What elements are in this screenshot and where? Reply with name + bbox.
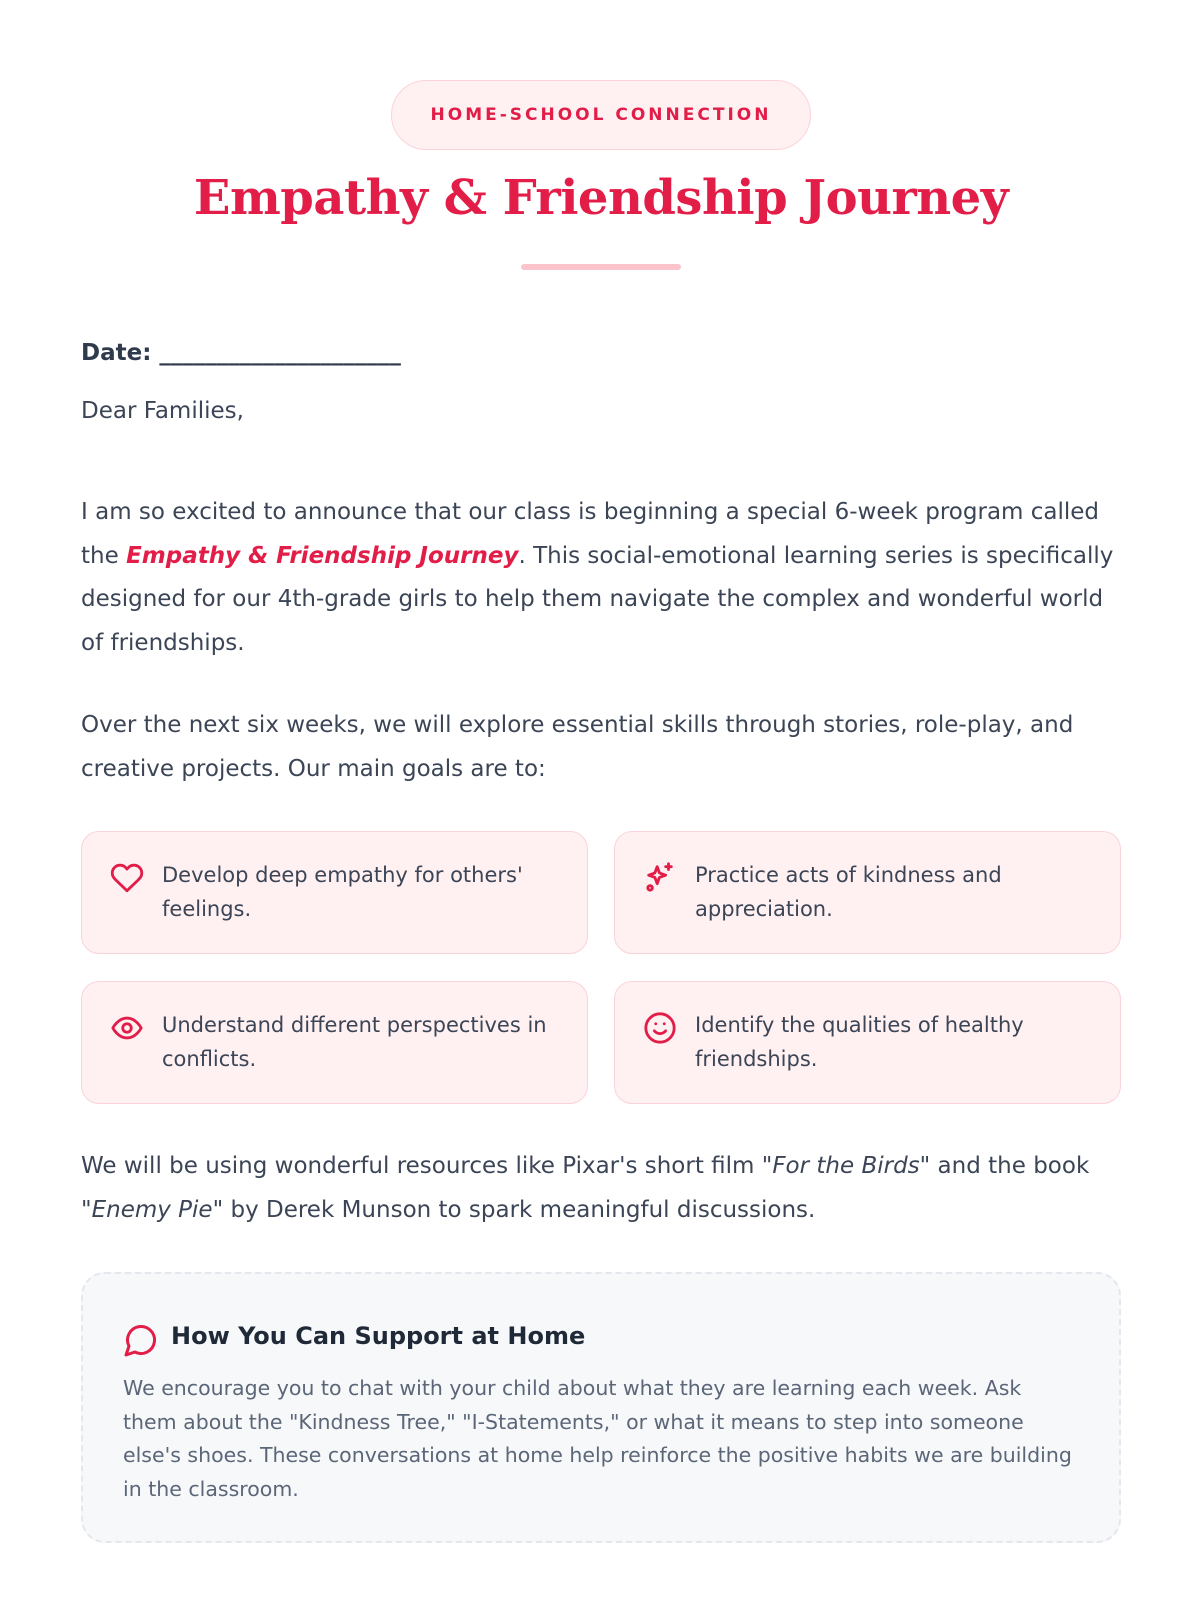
message-circle-icon [123,1322,159,1358]
intro-text-before: I am so excited to announce that our class is beginning a special 6-week program called the [81,499,1100,569]
heart-icon [110,861,144,895]
badge-container [81,80,1121,150]
program-name: Empathy & Friendship Journey [126,542,519,569]
support-body: We encourage you to chat with your child about what they are learning each week. Ask them about the "Kindness Tree," "I-Statements," or what it means to step into someone else's shoes. These conversations at home help reinforce the positive habits we are building in the classroom. [123,1376,1072,1501]
smile-icon [643,1011,677,1045]
resources-paragraph [81,1145,1121,1232]
goal-text: Develop deep empathy for others' feelings. [162,863,523,921]
goal-text: Identify the qualities of healthy friendships. [695,1013,1024,1071]
support-at-home-box [81,1272,1121,1543]
support-heading: How You Can Support at Home [171,1322,586,1350]
section-badge: HOME-SCHOOL CONNECTION [391,80,811,150]
title-underline [521,264,681,270]
book-title: "Enemy Pie" [81,1196,224,1223]
goal-text: Practice acts of kindness and appreciation. [695,863,1002,921]
goal-card [614,981,1121,1104]
sparkles-icon [643,861,677,895]
goals-intro-paragraph: Over the next six weeks, we will explore essential skills through stories, role-play, and creative projects. Our main goals are to: [81,712,1074,782]
resources-text-after: by Derek Munson to spark meaningful discussions. [223,1196,816,1223]
greeting: Dear Families, [81,398,244,424]
goal-card [81,981,588,1104]
resources-text-before: We will be using wonderful resources like Pixar's short film [81,1153,762,1179]
page-title: Empathy & Friendship Journey [193,170,1009,226]
intro-paragraph [81,491,1121,665]
film-title: "For the Birds" [761,1153,931,1179]
intro-text-after: . This social-emotional learning series is specifically designed for our 4th-grade girls to help them navigate the complex and wonderful world of friendships. [81,542,1114,656]
goal-card [614,831,1121,954]
goal-text: Understand different perspectives in conflicts. [162,1013,547,1071]
date-line: Date: _____________________ [81,340,401,366]
goal-card [81,831,588,954]
resources-text-middle: and the book [930,1153,1090,1179]
eye-icon [110,1011,144,1045]
